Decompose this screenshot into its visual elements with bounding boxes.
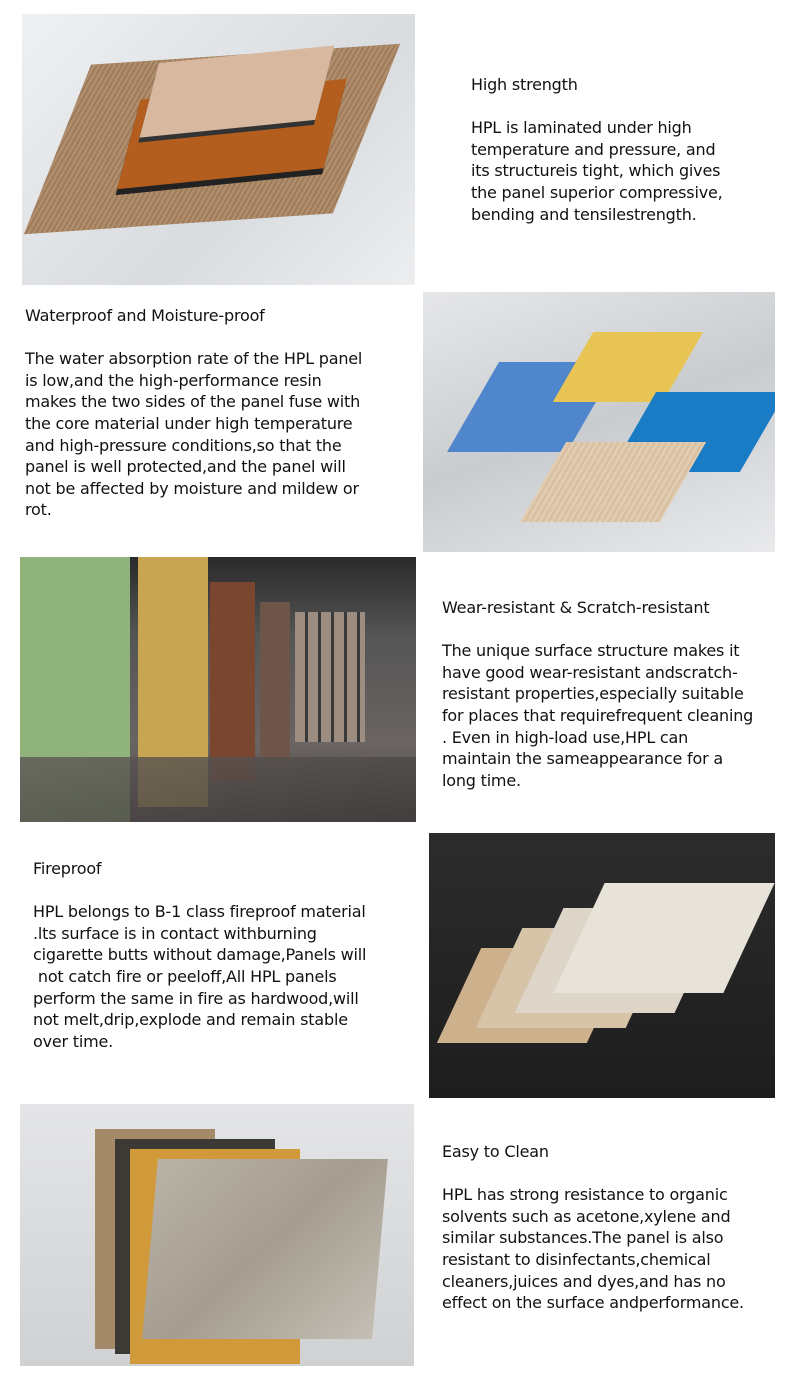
- marble-pattern-panels-image: [20, 1104, 414, 1366]
- section-body-line: resistant to disinfectants,chemical: [442, 1249, 711, 1269]
- stacked-panels-image: [429, 833, 775, 1098]
- section-body-line: not melt,drip,explode and remain stable: [33, 1010, 348, 1030]
- section-body-line: bending and tensilestrength.: [471, 204, 697, 224]
- section-body-line: is low,and the high-performance resin: [25, 370, 322, 390]
- hpl-panels-on-wood-image: [22, 14, 415, 285]
- section-body-line: rot.: [25, 500, 52, 520]
- section-title: Fireproof: [33, 859, 102, 878]
- section-title: Waterproof and Moisture-proof: [25, 306, 265, 325]
- section-body-line: its structureis tight, which gives: [471, 161, 721, 181]
- section-body-line: The water absorption rate of the HPL panel: [25, 349, 363, 369]
- section-body-line: not be affected by moisture and mildew or: [25, 478, 359, 498]
- section-body-line: effect on the surface andperformance.: [442, 1293, 744, 1313]
- section-body-line: panel is well protected,and the panel will: [25, 457, 346, 477]
- colored-hpl-samples-image: [423, 292, 775, 552]
- section-body-line: the core material under high temperature: [25, 413, 353, 433]
- section-body-line: resistant properties,especially suitable: [442, 684, 744, 704]
- section-body-line: the panel superior compressive,: [471, 182, 723, 202]
- section-easy-to-clean: [442, 1141, 744, 1314]
- section-body-line: makes the two sides of the panel fuse with: [25, 392, 361, 412]
- showroom-panels-image: [20, 557, 416, 822]
- section-title: Easy to Clean: [442, 1142, 549, 1161]
- section-body-line: perform the same in fire as hardwood,will: [33, 988, 359, 1008]
- section-high-strength: [471, 74, 723, 225]
- section-body-line: cigarette butts without damage,Panels will: [33, 945, 367, 965]
- section-waterproof: [25, 305, 362, 521]
- section-body-line: long time.: [442, 770, 521, 790]
- section-body-line: have good wear-resistant andscratch-: [442, 662, 738, 682]
- section-body-line: for places that requirefrequent cleaning: [442, 705, 754, 725]
- section-body-line: HPL belongs to B-1 class fireproof material: [33, 902, 366, 922]
- section-body-line: .lts surface is in contact withburning: [33, 923, 317, 943]
- section-wear-resistant: [442, 597, 753, 791]
- section-body-line: similar substances.The panel is also: [442, 1228, 724, 1248]
- section-body-line: cleaners,juices and dyes,and has no: [442, 1271, 726, 1291]
- section-body-line: and high-pressure conditions,so that the: [25, 435, 342, 455]
- section-body-line: maintain the sameappearance for a: [442, 749, 723, 769]
- section-body-line: temperature and pressure, and: [471, 139, 716, 159]
- section-body-line: solvents such as acetone,xylene and: [442, 1206, 731, 1226]
- section-fireproof: [33, 858, 366, 1052]
- section-body-line: . Even in high-load use,HPL can: [442, 727, 689, 747]
- section-body-line: HPL has strong resistance to organic: [442, 1185, 728, 1205]
- section-body-line: The unique surface structure makes it: [442, 641, 740, 661]
- section-title: High strength: [471, 75, 578, 94]
- section-body-line: not catch fire or peeloff,All HPL panels: [33, 966, 337, 986]
- section-body-line: over time.: [33, 1031, 114, 1051]
- section-body-line: HPL is laminated under high: [471, 118, 692, 138]
- section-title: Wear-resistant & Scratch-resistant: [442, 598, 710, 617]
